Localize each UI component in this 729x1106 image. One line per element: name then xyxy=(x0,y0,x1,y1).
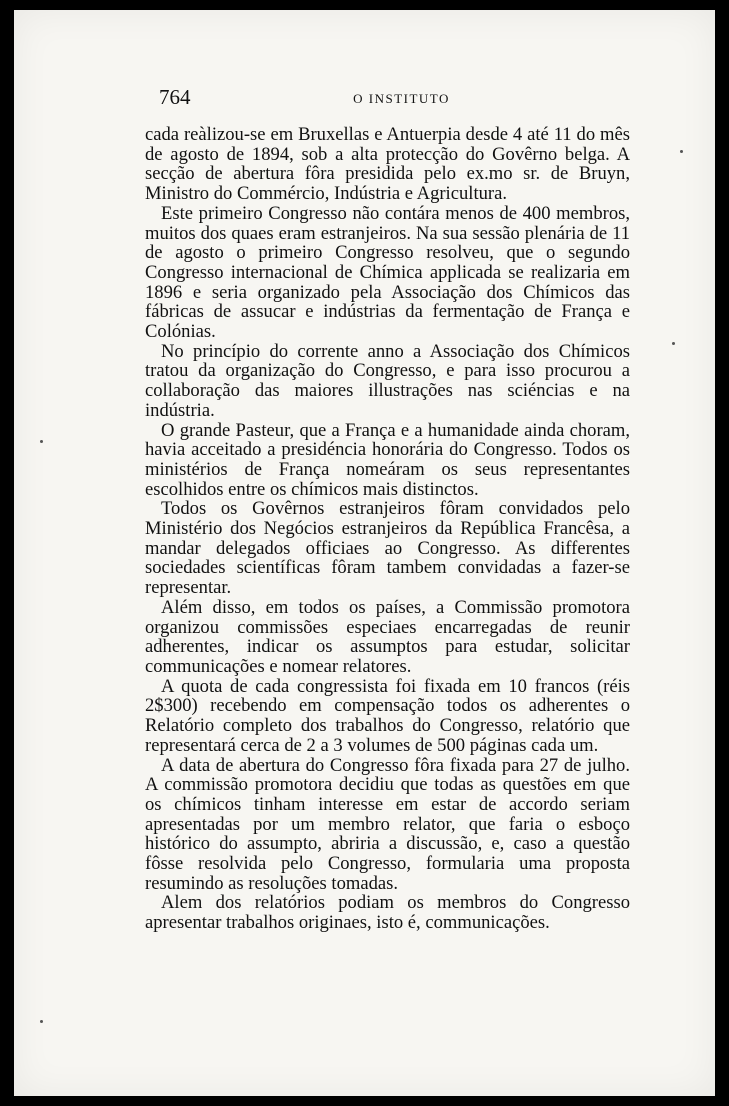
paragraph-3: No princípio do corrente anno a Associação dos Chímicos tratou da organização do Congresso, e para isso procurou a collaboração das maiores illustrações nas sciéncias e na indústria. xyxy=(145,340,630,421)
paragraph-5: Todos os Govêrnos estranjeiros fôram convidados pelo Ministério dos Negócios estranjeiros da República Francêsa, a mandar delegados officiaes ao Congresso. As differentes sociedades scientíficas fôram tambem convidadas a fazer-se representar. xyxy=(145,498,630,599)
paper-speck xyxy=(40,1020,43,1023)
paper-speck xyxy=(40,440,43,443)
body-text xyxy=(145,125,630,933)
paragraph-6: Além disso, em todos os países, a Commissão promotora organizou commissões especiaes encarregadas de reunir adherentes, indicar os assumptos para estudar, solicitar communicações e nomear relatores. xyxy=(145,596,630,677)
paper-speck xyxy=(680,150,683,153)
paragraph-7: A quota de cada congressista foi fixada em 10 francos (réis 2$300) recebendo em compensação todos os adherentes o Relatório completo dos trabalhos do Congresso, relatório que representará cerca de 2 a 3 volumes de 500 páginas cada um. xyxy=(145,675,630,756)
page-header xyxy=(159,85,644,115)
paragraph-8: A data de abertura do Congresso fôra fixada para 27 de julho. A commissão promotora decidiu que todas as questões em que os chímicos tinham interesse em estar de accordo seriam apresentadas por um membro relator, que faria o esboço histórico do assumpto, abriria a discussão, e, caso a questão fôsse resolvida pelo Congresso, formularia uma proposta resumindo as resoluções tomadas. xyxy=(145,754,630,894)
running-title: O INSTITUTO xyxy=(353,91,450,106)
paragraph-4: O grande Pasteur, que a França e a humanidade ainda choram, havia acceitado a presidéncia honorária do Congresso. Todos os ministérios de França nomeáram os seus representantes escolhidos entre os chímicos mais distinctos. xyxy=(145,419,630,500)
paragraph-1: cada reàlizou-se em Bruxellas e Antuerpia desde 4 até 11 do mês de agosto de 1894, sob a alta protecção do Govêrno belga. A secção de abertura fôra presidida pelo ex.mo sr. de Bruyn, Ministro do Commércio, Indústria e Agricultura. xyxy=(145,124,630,205)
paper-speck xyxy=(672,342,675,345)
page-number: 764 xyxy=(159,85,191,109)
paragraph-2: Este primeiro Congresso não contára menos de 400 membros, muitos dos quaes eram estranjeiros. Na sua sessão plenária de 11 de agosto o primeiro Congresso resolveu, que o segundo Congresso internacional de Chímica applicada se realizaria em 1896 e seria organizado pela Associação dos Chímicos das fábricas de assucar e indústrias da fermentação de França e Colónias. xyxy=(145,202,630,343)
paragraph-9: Alem dos relatórios podiam os membros do Congresso apresentar trabalhos originaes, isto é, communicações. xyxy=(145,892,630,934)
